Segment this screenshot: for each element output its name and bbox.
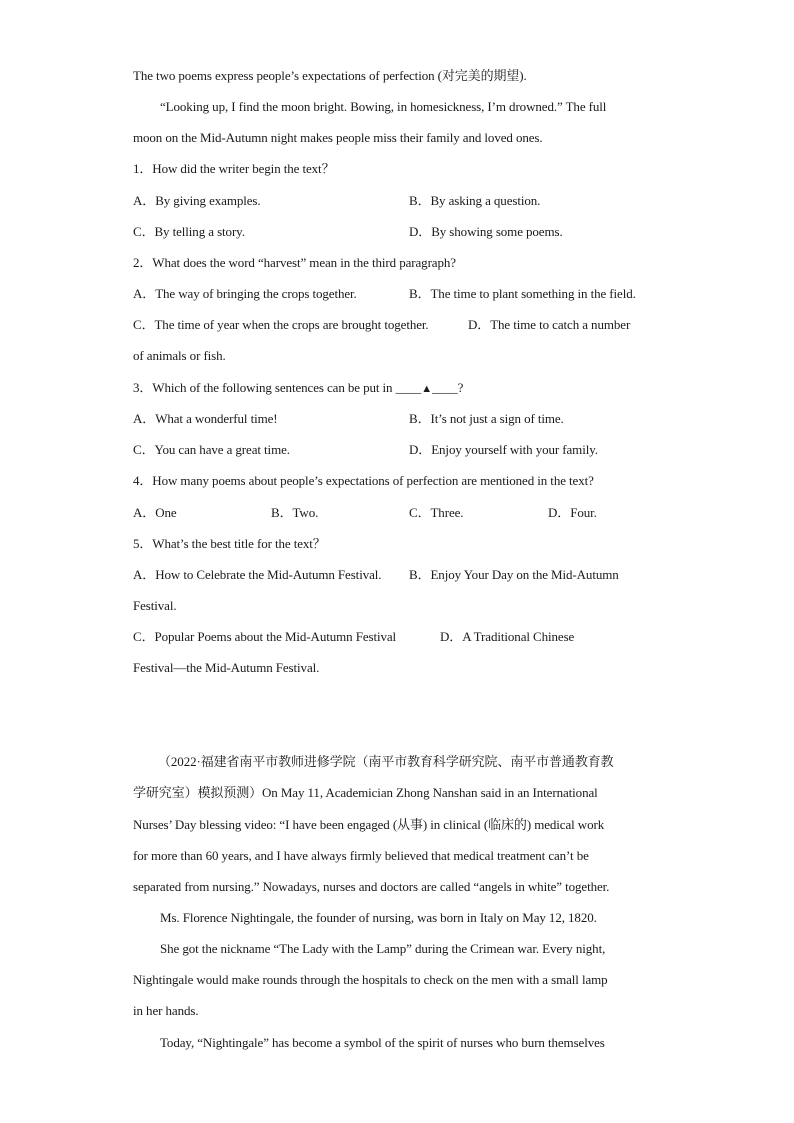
question-3-option-a: A．What a wonderful time! — [133, 411, 278, 426]
question-3-option-b: B．It’s not just a sign of time. — [409, 411, 564, 426]
question-3-option-c: C．You can have a great time. — [133, 442, 290, 457]
question-2-option-a: A．The way of bringing the crops together. — [133, 286, 357, 301]
passage-line: 学研究室）模拟预测）On May 11, Academician Zhong Nanshan said in an International — [133, 785, 598, 800]
passage-line: Nurses’ Day blessing video: “I have been engaged (从事) in clinical (临床的) medical work — [133, 817, 605, 832]
question-2-option-c: C．The time of year when the crops are brought together. — [133, 317, 429, 332]
question-3-stem-text: 3．Which of the following sentences can be put in ____ — [133, 380, 422, 395]
question-2-option-d: D．The time to catch a number — [468, 317, 631, 332]
question-1-stem: 1．How did the writer begin the text？ — [133, 161, 335, 176]
question-5-option-a: A．How to Celebrate the Mid-Autumn Festival. — [133, 567, 382, 582]
question-5-option-d-cont: Festival—the Mid-Autumn Festival. — [133, 660, 320, 675]
passage-line: She got the nickname “The Lady with the Lamp” during the Crimean war. Every night, — [160, 941, 606, 956]
question-4-option-b: B．Two. — [271, 505, 319, 520]
question-5-option-c: C．Popular Poems about the Mid-Autumn Festival — [133, 629, 397, 644]
passage-line: moon on the Mid-Autumn night makes people miss their family and loved ones. — [133, 130, 543, 145]
question-1-option-a: A．By giving examples. — [133, 193, 261, 208]
question-1-option-c: C．By telling a story. — [133, 224, 245, 239]
question-1-option-b: B．By asking a question. — [409, 193, 541, 208]
passage-line: for more than 60 years, and I have always firmly believed that medical treatment can’t be — [133, 848, 589, 863]
question-5-option-d: D．A Traditional Chinese — [440, 629, 575, 644]
question-3-option-d: D．Enjoy yourself with your family. — [409, 442, 598, 457]
passage-line: （2022·福建省南平市教师进修学院（南平市教育科学研究院、南平市普通教育教 — [158, 754, 614, 769]
passage-line: Today, “Nightingale” has become a symbol of the spirit of nurses who burn themselves — [160, 1035, 605, 1050]
passage-line: separated from nursing.” Nowadays, nurses and doctors are called “angels in white” together. — [133, 879, 610, 894]
passage-line: “Looking up, I find the moon bright. Bowing, in homesickness, I’m drowned.” The full — [160, 99, 607, 114]
passage-line: The two poems express people’s expectations of perfection (对完美的期望). — [133, 68, 527, 83]
blank-marker: ▲ — [421, 383, 433, 395]
passage-line: Nightingale would make rounds through the hospitals to check on the men with a small lamp — [133, 972, 608, 987]
question-5-option-b-cont: Festival. — [133, 598, 177, 613]
question-2-stem: 2．What does the word “harvest” mean in the third paragraph? — [133, 255, 456, 270]
question-4-stem: 4．How many poems about people’s expectations of perfection are mentioned in the text? — [133, 473, 594, 488]
question-3-stem — [133, 380, 463, 397]
question-1-option-d: D．By showing some poems. — [409, 224, 563, 239]
question-3-stem-end: ____? — [432, 380, 464, 395]
passage-line: Ms. Florence Nightingale, the founder of nursing, was born in Italy on May 12, 1820. — [160, 910, 597, 925]
question-4-option-a: A．One — [133, 505, 177, 520]
question-2-option-d-cont: of animals or fish. — [133, 348, 226, 363]
passage-line: in her hands. — [133, 1003, 199, 1018]
question-2-option-b: B．The time to plant something in the field. — [409, 286, 636, 301]
question-5-option-b: B．Enjoy Your Day on the Mid-Autumn — [409, 567, 619, 582]
question-4-option-d: D．Four. — [548, 505, 597, 520]
question-5-stem: 5．What’s the best title for the text？ — [133, 536, 326, 551]
question-4-option-c: C．Three. — [409, 505, 464, 520]
